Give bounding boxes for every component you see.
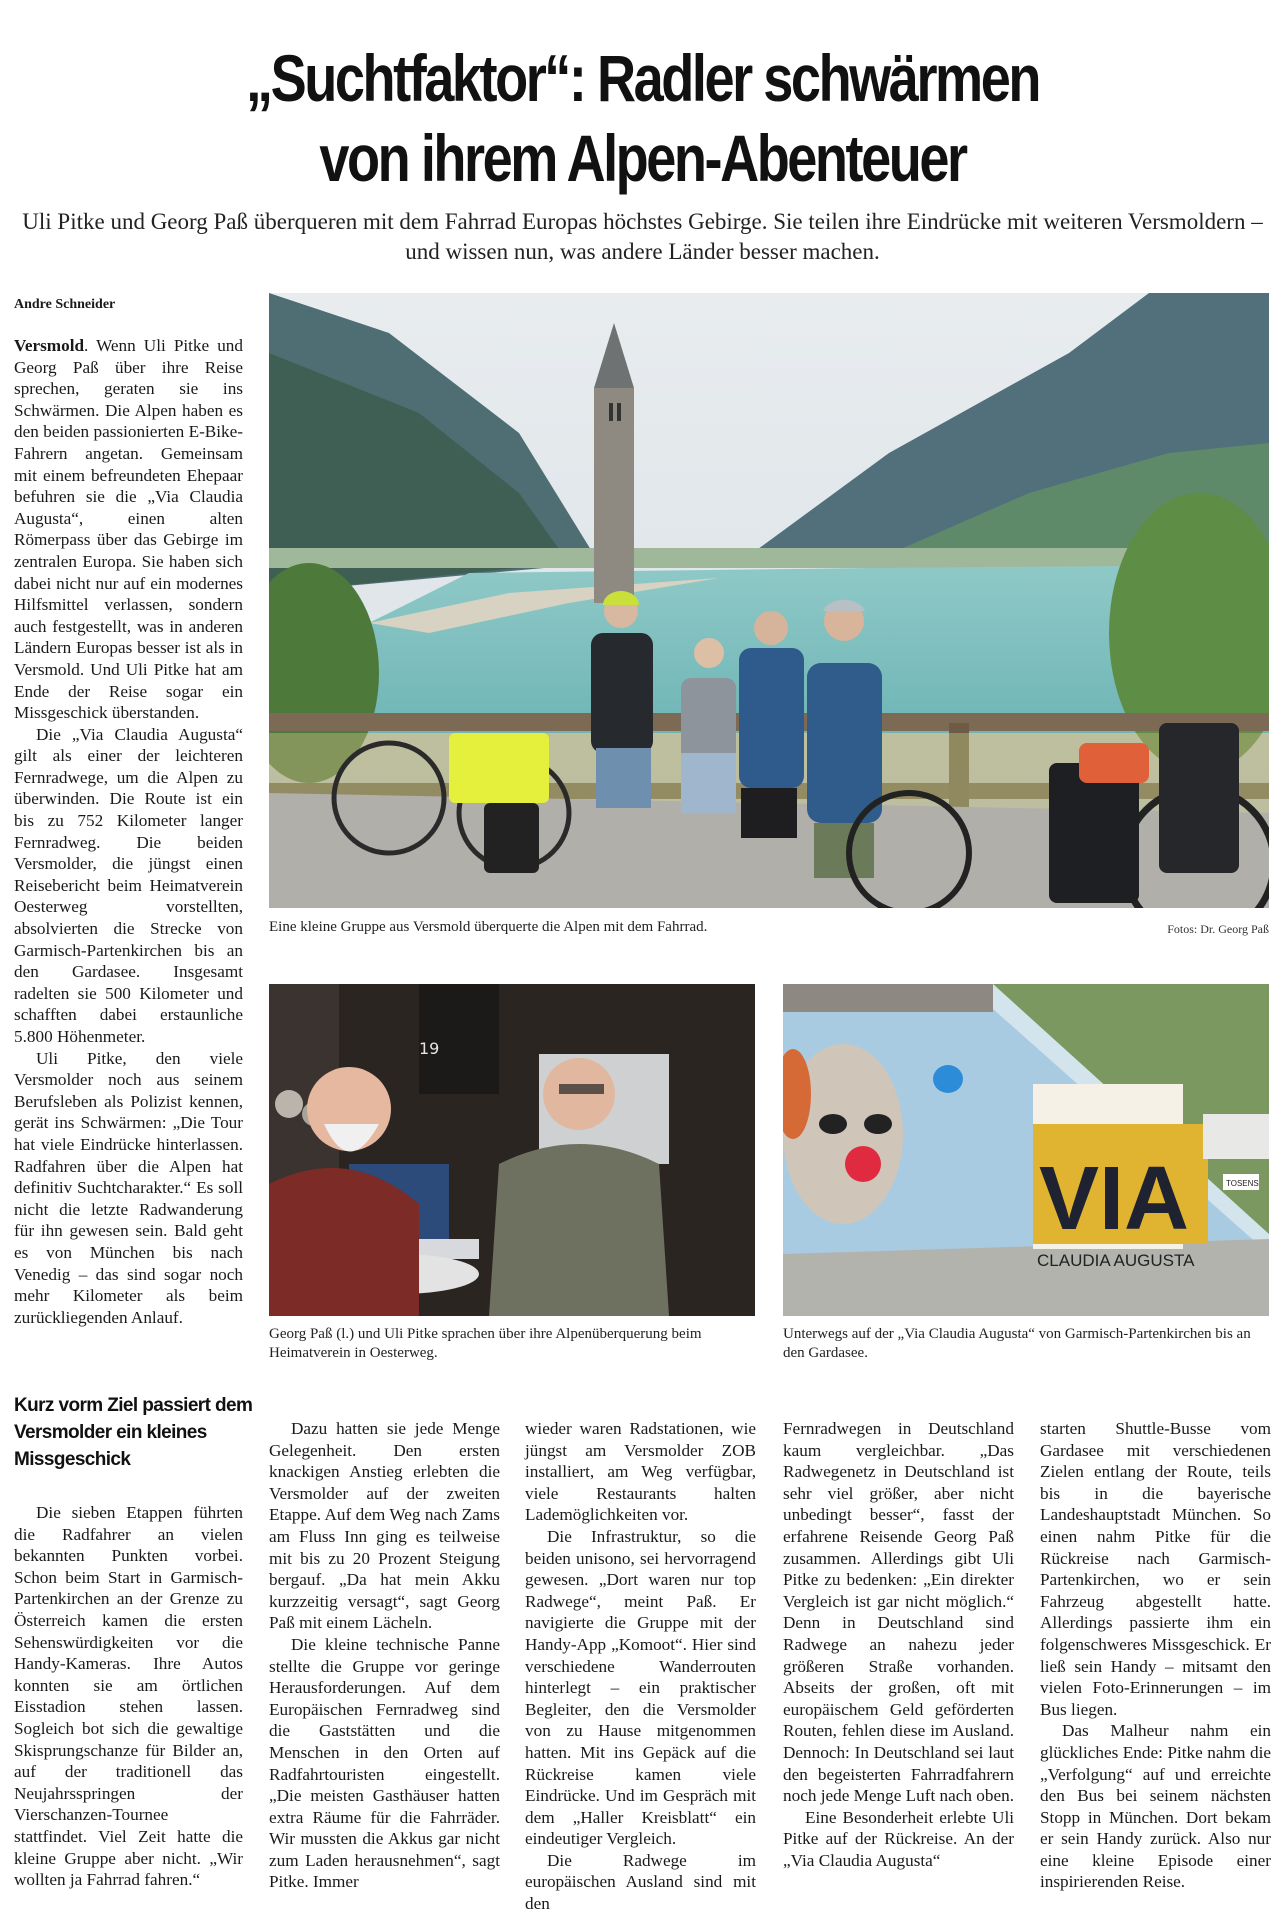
paragraph-comparison: Fernradwegen in Deutschland kaum vergleichbar. „Das Radwegenetz in Deutschland ist sehr viel größer, aber nicht unbedingt besser“, fasst der erfahrene Reisende Georg Paß zusammen. Allerdings gibt Uli Pitke zu bedenken: „Ein direkter Vergleich ist gar nicht möglich.“ Denn in Deutschland sind Radwege an nahezu jeder größeren Straße vorhanden. Abseits der großen, oft mit europäischem Geld geförderten Routen, fehlen diese im Ausland. Dennoch: In Deutschland sei laut den begeisterten Fahrradfahrern noch jede Menge Luft nach oben. [783,1419,1014,1806]
paragraph-infrastructure: Die Infrastruktur, so die beiden unisono, sei hervorragend gewesen. „Dort waren nur top Radwege“, meint Paß. Er navigierte die Gruppe mit der Handy-App „Komoot“. Hier sind verschiedene Wanderrouten hinterlegt – ein praktischer Begleiter, den die Versmolder von zu Hause mitgenommen hatten. Mit ins Gepäck auf die Rückreise kamen viele Eindrücke. Und im Gespräch mit dem „Haller Kreisblatt“ ein eindeutiger Vergleich. [525,1526,756,1849]
paragraph-hospitality: Die kleine technische Panne stellte die Gruppe vor geringe Herausforderungen. Auf dem Europäischen Fernradweg sind die Gaststätten und die Menschen in den Orten auf Radfahrtouristen eingestellt. „Die meisten Gasthäuser hatten extra Räume für die Fahrräder. Wir mussten die Akkus gar nicht zum Laden herausnehmen“, sagt Pitke. Immer [269,1634,500,1892]
headline-line-2: von ihrem Alpen-Abenteuer [319,121,966,195]
mural-sign-text: TOSENS [1226,1179,1259,1188]
text-column-5 [1040,1418,1271,1893]
text-column-3 [525,1418,756,1915]
mural-via-text: VIA [1039,1149,1190,1249]
main-photo-caption: Eine kleine Gruppe aus Versmold überquerte die Alpen mit dem Fahrrad. [269,919,708,935]
subheadline: Uli Pitke und Georg Paß überqueren mit dem Fahrrad Europas höchstes Gebirge. Sie teilen ihre Eindrücke mit weiteren Versmoldern – und wissen nun, was andere Länder besser machen. [22,209,1263,264]
text-column-1 [14,1502,243,1891]
paragraph-climb: Dazu hatten sie jede Menge Gelegenheit. Den ersten knackigen Anstieg erlebten die Versmolder auf der zweiten Etappe. Auf dem Weg nach Zams am Fluss Inn ging es teilweise mit bis zu 20 Prozent Steigung bergauf. „Da hat mein Akku kurzzeitig versagt“, sagt Georg Paß mit einem Lächeln. [269,1419,500,1633]
headline-line-1: „Suchtfaktor“: Radler schwärmen [246,41,1039,115]
intro-paragraph: Versmold. Wenn Uli Pitke und Georg Paß über ihre Reise sprechen, geraten sie ins Schwärmen. Die Alpen haben es den beiden passionierten E-Bike-Fahrern angetan. Gemeinsam mit einem befreundeten Ehepaar befuhren sie die „Via Claudia Augusta“, einen alten Römerpass über das Gebirge im zentralen Europa. Sie haben sich dabei nicht nur auf ein modernes Hilfsmittel verlassen, sondern auch festgestellt, was in anderen Ländern Europas besser ist als in Versmold. Und Uli Pitke hat am Ende der Reise sogar ein Missgeschick überstanden. [14,336,243,723]
paragraph-bikeways: Die Radwege im europäischen Ausland sind mit den [525,1850,756,1914]
room-number: 19 [419,1039,440,1058]
right-photo-caption: Unterwegs auf der „Via Claudia Augusta“ von Garmisch-Partenkirchen bis an den Gardasee. [783,1326,1251,1361]
left-photo-caption: Georg Paß (l.) und Uli Pitke sprachen über ihre Alpenüberquerung beim Heimatverein in Oesterweg. [269,1326,702,1361]
intro-column [14,335,243,1328]
section-subheading: Kurz vorm Ziel passiert dem Versmolder ein kleines Missgeschick [14,1395,253,1470]
author-byline: Andre Schneider [14,297,116,312]
dateline: Versmold [14,336,85,355]
paragraph-stations: wieder waren Radstationen, wie jüngst am Versmolder ZOB installiert, am Weg verfügbar, viele Restaurants halten Lademöglichkeiten vor. [525,1419,756,1525]
paragraph-stages: Die sieben Etappen führten die Radfahrer an vielen bekannten Punkten vorbei. Schon beim Start in Garmisch-Partenkirchen an der Grenze zu Österreich kamen die ersten Sehenswürdigkeiten vor die Handy-Kameras. Ihre Autos konnten sie am örtlichen Eisstadion stehen lassen. Sogleich bot sich die gewaltige Skisprungschanze für Bilder an, auf der traditionell das Neujahrsspringen der Vierschanzen-Tournee stattfindet. Viel Zeit hatte die kleine Gruppe aber nicht. „Wir wollten ja Fahrrad fahren.“ [14,1503,243,1890]
paragraph-ending: Das Malheur nahm ein glückliches Ende: Pitke nahm die „Verfolgung“ auf und erreichte den Bus bei seinem nächsten Stopp in München. Dort bekam er sein Handy zurück. Also nur eine kleine Episode einer inspirierenden Reise. [1040,1721,1271,1892]
paragraph-route: Die „Via Claudia Augusta“ gilt als einer der leichteren Fernradwege, um die Alpen zu überwinden. Die Route ist ein bis zu 752 Kilometer langer Fernradweg. Die beiden Versmolder, die jüngst einen Reisebericht beim Heimatverein Oesterweg vorstellten, absolvierten die Strecke von Garmisch-Partenkirchen bis an den Gardasee. Insgesamt radelten sie 500 Kilometer und schafften dabei erstaunliche 5.800 Höhenmeter. [14,724,243,1046]
headline [116,38,1170,198]
main-photo-cyclists-lake [269,293,1269,908]
paragraph-shuttle: starten Shuttle-Busse vom Gardasee mit verschiedenen Zielen entlang der Route, teils bis in die bayerische Landeshauptstadt München. So einen nahm Pitke für die Rückreise nach Garmisch-Partenkirchen, wo er sein Fahrzeug abgestellt hatte. Allerdings passierte ihm ein folgenschweres Missgeschick. Er ließ sein Handy – mitsamt den vielen Foto-Erinnerungen – im Bus liegen. [1040,1419,1271,1719]
paragraph-return: Eine Besonderheit erlebte Uli Pitke auf der Rückreise. An der „Via Claudia Augusta“ [783,1807,1014,1870]
photo-presentation-heimatverein [269,984,755,1316]
mural-claudia-augusta-text: CLAUDIA AUGUSTA [1037,1251,1195,1270]
paragraph-quote: Uli Pitke, den viele Versmolder noch aus seinem Berufsleben als Polizist kennen, gerät ins Schwärmen: „Die Tour hat viele Eindrücke hinterlassen. Radfahren über die Alpen hat definitiv Suchtcharakter.“ Es soll nicht die letzte Radwanderung für ihn gewesen sein. Bald geht es von München bis nach Venedig – das sind sogar noch mehr Kilometer als beim zurückliegenden Anlauf. [14,1048,243,1327]
photo-via-claudia-mural [783,984,1269,1316]
text-column-4 [783,1418,1014,1871]
text-column-2 [269,1418,500,1893]
photo-credit: Fotos: Dr. Georg Paß [1167,922,1269,936]
